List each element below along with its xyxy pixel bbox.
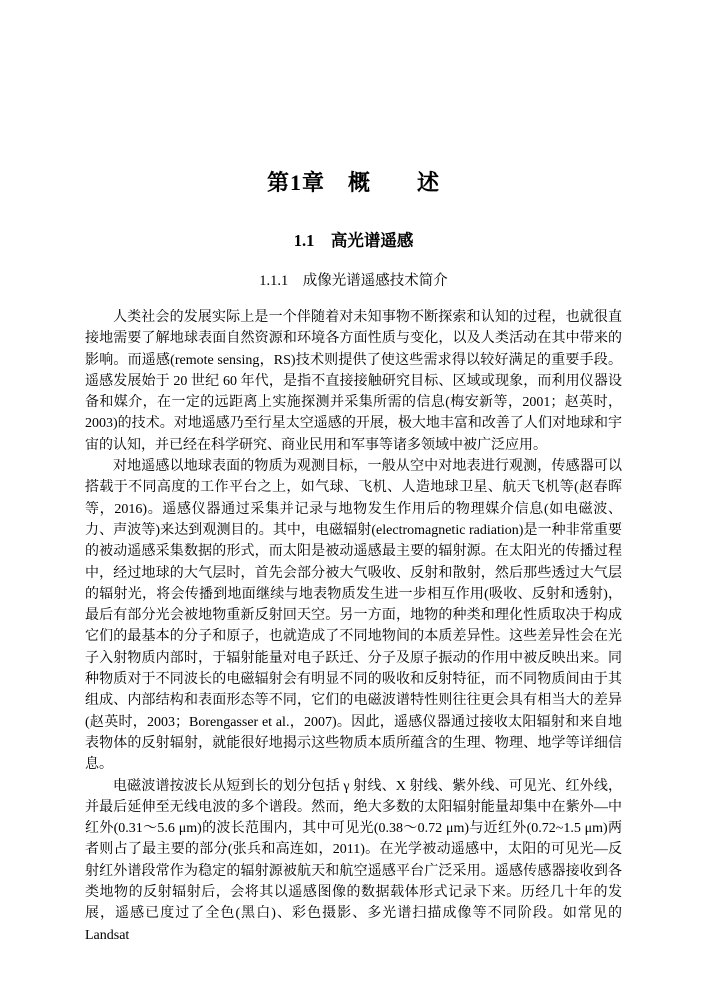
page-content [85, 0, 622, 946]
chapter-title: 第1章 概 述 [266, 170, 440, 195]
subsection-title: 1.1.1 成像光谱遥感技术简介 [259, 273, 448, 289]
paragraph-3: 电磁波谱按波长从短到长的划分包括 γ 射线、X 射线、紫外线、可见光、红外线，并最后延伸至无线电波的多个谱段。然而，绝大多数的太阳辐射能量却集中在紫外—中红外(0.31～5.6 μm)的波长范围内，其中可见光(0.38～0.72 μm)与近红外(0.72~1.5 μm)两者则占了最主要的部分(张兵和高连如，2011)。在光学被动遥感中，太阳的可见光—反射红外谱段常作为稳定的辐射源被航天和航空遥感平台广泛采用。遥感传感器接收到各类地物的反射辐射后，会将其以遥感图像的数据载体形式记录下来。历经几十年的发展，遥感已度过了全色(黑白)、彩色摄影、多光谱扫描成像等不同阶段。如常见的 Landsat [85, 778, 622, 943]
paragraph-2: 对地遥感以地球表面的物质为观测目标，一般从空中对地表进行观测，传感器可以搭载于不同高度的工作平台之上，如气球、飞机、人造地球卫星、航天飞机等(赵春晖等，2016)。遥感仪器通过采集并记录与地物发生作用后的物理媒介信息(如电磁波、力、声波等)来达到观测目的。其中，电磁辐射(electromagnetic radiation)是一种非常重要的被动遥感采集数据的形式，而太阳是被动遥感最主要的辐射源。在太阳光的传播过程中，经过地球的大气层时，首先会部分被大气吸收、反射和散射，然后那些透过大气层的辐射光，将会传播到地面继续与地表物质发生进一步相互作用(吸收、反射和透射)，最后有部分光会被地物重新反射回天空。另一方面，地物的种类和理化性质取决于构成它们的最基本的分子和原子，也就造成了不同地物间的本质差异性。这些差异性会在光子入射物质内部时，于辐射能量对电子跃迁、分子及原子振动的作用中被反映出来。同种物质对于不同波长的电磁辐射会有明显不同的吸收和反射特征，而不同物质间由于其组成、内部结构和表面形态等不同，它们的电磁波谱特性则往往更会具有相当大的差异(赵英时，2003；Borengasser et al.，2007)。因此，遥感仪器通过接收太阳辐射和来自地表物体的反射辐射，就能很好地揭示这些物质本质所蕴含的生理、物理、地学等详细信息。 [85, 459, 622, 773]
paragraph-1: 人类社会的发展实际上是一个伴随着对未知事物不断探索和认知的过程，也就很直接地需要了解地球表面自然资源和环境各方面性质与变化，以及人类活动在其中带来的影响。而遥感(remote sensing，RS)技术则提供了使这些需求得以较好满足的重要手段。遥感发展始于 20 世纪 60 年代，是指不直接接触研究目标、区域或现象，而利用仪器设备和媒介，在一定的远距离上实施探测并采集所需的信息(梅安新等，2001；赵英时，2003)的技术。对地遥感乃至行星太空遥感的开展，极大地丰富和改善了人们对地球和宇宙的认知，并已经在科学研究、商业民用和军事等诸多领域中被广泛应用。 [85, 310, 622, 453]
body-text [85, 307, 622, 946]
section-title: 1.1 高光谱遥感 [293, 231, 414, 250]
